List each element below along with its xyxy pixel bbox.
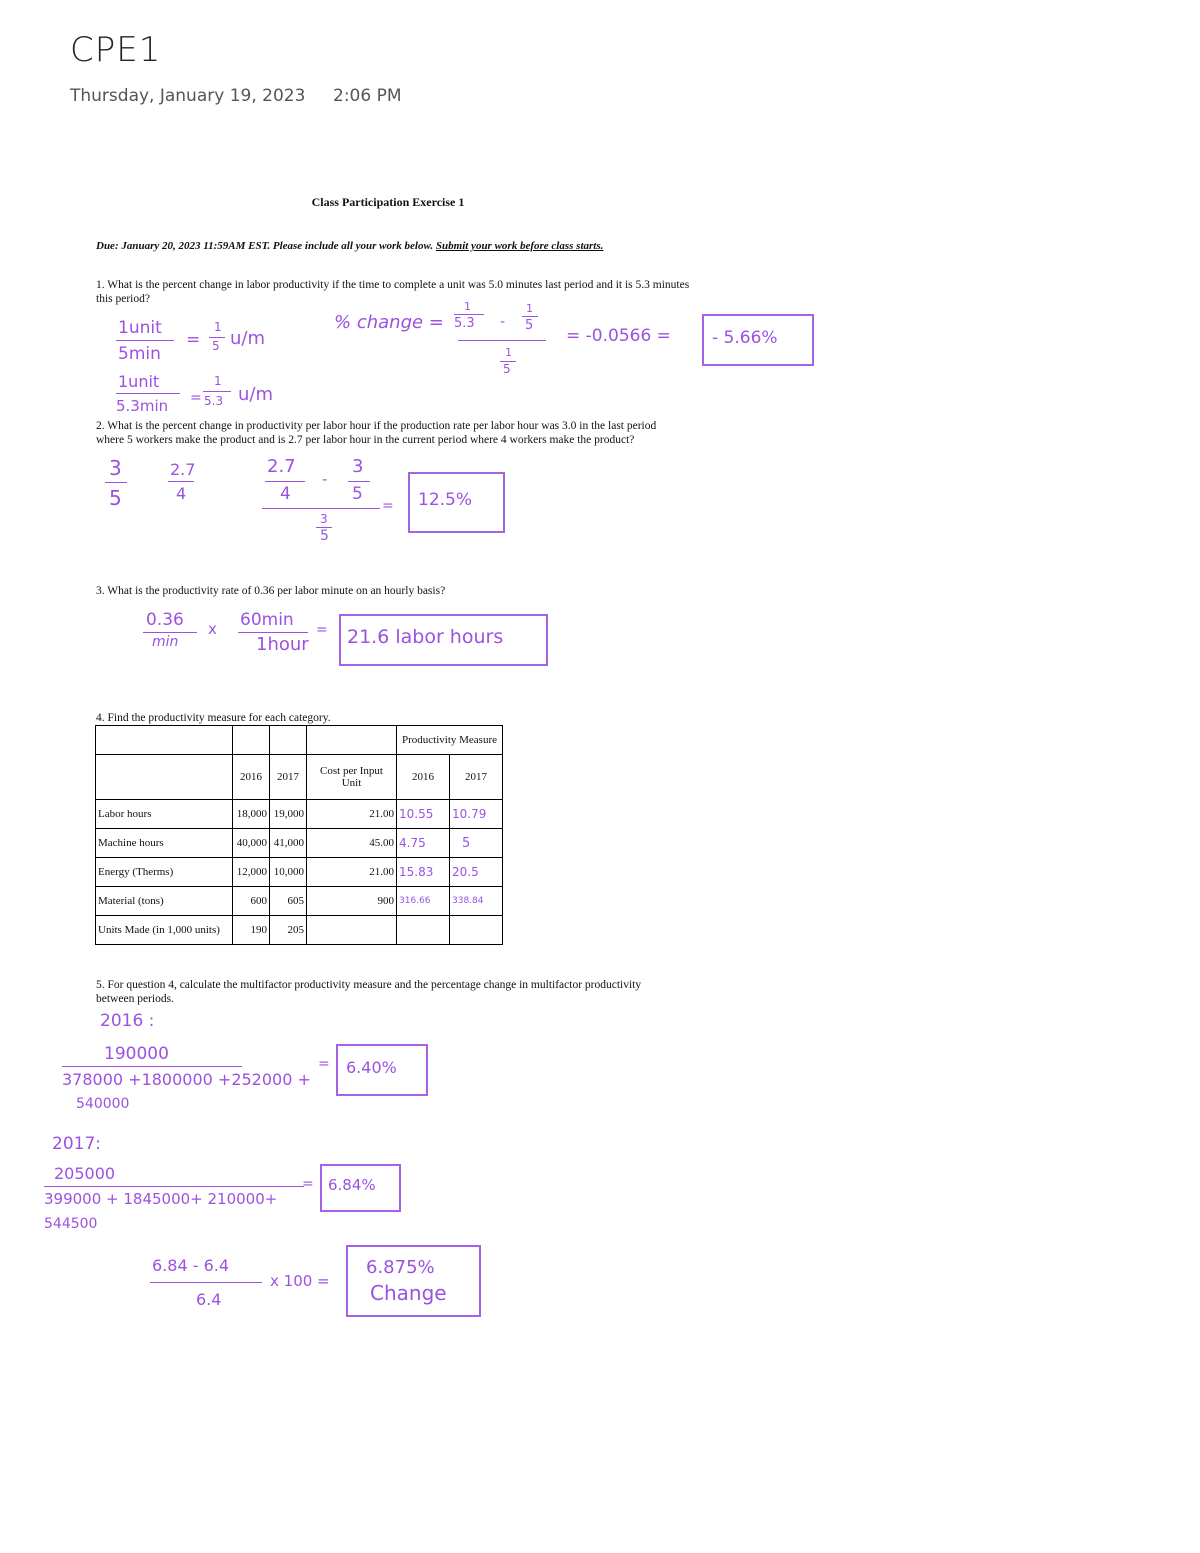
table-cell xyxy=(96,755,233,800)
q5-chg-line xyxy=(150,1282,262,1283)
q1-top-a-num: 1 xyxy=(464,300,471,313)
q2-f1-num: 3 xyxy=(109,456,122,480)
due-submit: Submit your work before class starts. xyxy=(435,240,604,252)
question-1: 1. What is the percent change in labor productivity if the time to complete a unit was 5.0 minutes last period and it is 5.3 minutes this period? xyxy=(96,279,690,305)
q1-b-eq: = xyxy=(190,390,202,406)
col-2016: 2016 xyxy=(233,755,270,800)
pm-col-2017: 2017 xyxy=(450,755,503,800)
q1-a-den: 5min xyxy=(118,344,161,364)
q3-answer: 21.6 labor hours xyxy=(347,626,504,648)
pm-2017: 10.79 xyxy=(450,800,503,829)
page-title: CPE1 xyxy=(70,30,162,70)
value-2017: 205 xyxy=(270,916,307,945)
q5-den-2017: 399000 + 1845000+ 210000+ xyxy=(44,1190,278,1208)
q5-ans-2016: 6.40% xyxy=(346,1058,397,1077)
q2-f4-num: 3 xyxy=(352,456,364,477)
q2-f3-num: 2.7 xyxy=(267,456,296,477)
cost-value xyxy=(307,916,397,945)
q1-pct-label: % change = xyxy=(334,312,444,333)
row-label: Material (tons) xyxy=(96,887,233,916)
q5-den2-2017: 544500 xyxy=(44,1216,98,1232)
q5-line-2017 xyxy=(44,1186,304,1187)
q5-label-2016: 2016 : xyxy=(100,1011,155,1031)
table-row xyxy=(96,916,503,945)
q2-f3-den: 4 xyxy=(280,484,291,504)
cost-value: 45.00 xyxy=(307,829,397,858)
q1-a-line xyxy=(116,340,174,341)
row-label: Units Made (in 1,000 units) xyxy=(96,916,233,945)
pm-2016: 15.83 xyxy=(397,858,450,887)
q5-line-2016 xyxy=(62,1066,242,1067)
table-row xyxy=(96,858,503,887)
q3-b-num: 60min xyxy=(240,610,294,630)
q5-num-2016: 190000 xyxy=(104,1044,169,1064)
q1-b-unit: u/m xyxy=(238,384,274,405)
q1-b-frac-den: 5.3 xyxy=(204,394,224,408)
q1-b-num: 1unit xyxy=(118,372,160,391)
table-cell xyxy=(96,726,233,755)
q1-b-line xyxy=(116,393,180,394)
q2-answer-box xyxy=(408,472,505,533)
q2-f2-den: 4 xyxy=(176,484,187,503)
q3-eq: = xyxy=(316,622,328,638)
row-label: Labor hours xyxy=(96,800,233,829)
pm-2017 xyxy=(450,916,503,945)
q2-answer: 12.5% xyxy=(418,490,473,510)
pm-col-2016: 2016 xyxy=(397,755,450,800)
q1-b-frac-num: 1 xyxy=(214,374,222,388)
pm-2017: 20.5 xyxy=(450,858,503,887)
q1-top-b-line xyxy=(522,316,538,317)
cost-value: 900 xyxy=(307,887,397,916)
q5-answer-2017-box xyxy=(320,1164,401,1212)
q1-a-eq: = xyxy=(186,330,201,350)
value-2016: 600 xyxy=(233,887,270,916)
q2-main-line xyxy=(262,508,380,509)
question-2: 2. What is the percent change in productivity per labor hour if the production rate per labor hour was 3.0 in the last period where 5 workers make the product and is 2.7 per labor hour in the current period where 4 workers make the product? xyxy=(96,420,657,446)
row-label: Energy (Therms) xyxy=(96,858,233,887)
q2-bot-num: 3 xyxy=(320,512,328,526)
q2-f1-line xyxy=(105,482,127,483)
q1-a-frac-den: 5 xyxy=(212,339,220,353)
q5-chg-ans1: 6.875% xyxy=(366,1257,435,1278)
q5-change-box xyxy=(346,1245,481,1317)
pm-2016: 316.66 xyxy=(397,887,450,916)
q3-a-line xyxy=(143,632,197,633)
q3-times: x xyxy=(208,620,217,638)
page-date: Thursday, January 19, 2023 xyxy=(70,86,306,106)
q1-a-unit: u/m xyxy=(230,328,266,349)
q5-den-2016: 378000 +1800000 +252000 + xyxy=(62,1070,311,1089)
q5-ans-2017: 6.84% xyxy=(328,1176,376,1194)
question-4: 4. Find the productivity measure for each category. xyxy=(96,712,331,724)
q2-f4-line xyxy=(348,481,370,482)
table-header-row xyxy=(96,726,503,755)
q3-a-den: min xyxy=(152,634,179,650)
q5-label-2017: 2017: xyxy=(52,1134,101,1154)
q2-f2-line xyxy=(168,481,194,482)
question-5: 5. For question 4, calculate the multifactor productivity measure and the percentage change in multifactor productivity between periods. xyxy=(96,979,642,1005)
row-label: Machine hours xyxy=(96,829,233,858)
value-2016: 18,000 xyxy=(233,800,270,829)
productivity-table xyxy=(95,725,503,945)
q1-top-b-den: 5 xyxy=(525,318,534,333)
q5-eq-2017: = xyxy=(302,1176,314,1192)
q3-b-den: 1hour xyxy=(256,634,309,655)
q1-bot-den: 5 xyxy=(503,362,511,376)
q1-a-frac-line xyxy=(209,337,225,338)
q5-chg-times: x 100 = xyxy=(270,1272,330,1290)
value-2017: 41,000 xyxy=(270,829,307,858)
value-2017: 19,000 xyxy=(270,800,307,829)
q1-bot-num: 1 xyxy=(505,346,512,359)
table-cell xyxy=(307,726,397,755)
q1-main-line xyxy=(458,340,546,341)
table-subheader-row xyxy=(96,755,503,800)
q5-chg-num: 6.84 - 6.4 xyxy=(152,1256,230,1275)
col-cost: Cost per Input Unit xyxy=(307,755,397,800)
table-cell xyxy=(233,726,270,755)
q2-f1-den: 5 xyxy=(109,486,122,510)
q1-top-b-num: 1 xyxy=(526,302,533,315)
page-time: 2:06 PM xyxy=(333,86,402,106)
q2-f2-num: 2.7 xyxy=(170,460,196,479)
value-2017: 10,000 xyxy=(270,858,307,887)
q5-chg-ans2: Change xyxy=(370,1281,447,1305)
pm-2016: 4.75 xyxy=(397,829,450,858)
q1-a-frac-num: 1 xyxy=(214,320,222,334)
q3-a-num: 0.36 xyxy=(146,610,184,630)
table-cell xyxy=(270,726,307,755)
pm-2017: 5 xyxy=(450,829,503,858)
value-2016: 12,000 xyxy=(233,858,270,887)
due-notice xyxy=(96,240,603,252)
pm-2016: 10.55 xyxy=(397,800,450,829)
q3-answer-box xyxy=(339,614,548,666)
q3-b-line xyxy=(238,632,308,633)
q2-minus: - xyxy=(322,470,328,488)
q1-top-a-den: 5.3 xyxy=(454,316,475,331)
value-2016: 40,000 xyxy=(233,829,270,858)
cost-value: 21.00 xyxy=(307,858,397,887)
q1-result: = -0.0566 = xyxy=(566,326,671,346)
pm-2016 xyxy=(397,916,450,945)
q1-b-den: 5.3min xyxy=(116,397,169,415)
table-row xyxy=(96,887,503,916)
q5-eq-2016: = xyxy=(318,1056,330,1072)
q2-f3-line xyxy=(265,481,305,482)
q1-answer: - 5.66% xyxy=(712,328,778,348)
q1-a-num: 1unit xyxy=(118,318,162,338)
q2-bot-den: 5 xyxy=(320,528,329,544)
q5-chg-den: 6.4 xyxy=(196,1290,222,1309)
cost-value: 21.00 xyxy=(307,800,397,829)
productivity-measure-header: Productivity Measure xyxy=(397,726,503,755)
table-row xyxy=(96,829,503,858)
q1-b-frac-line xyxy=(203,391,231,392)
q2-f4-den: 5 xyxy=(352,484,363,504)
q2-eq: = xyxy=(382,498,394,514)
q5-den2-2016: 540000 xyxy=(76,1096,130,1112)
question-3: 3. What is the productivity rate of 0.36 per labor minute on an hourly basis? xyxy=(96,585,446,597)
col-2017: 2017 xyxy=(270,755,307,800)
value-2016: 190 xyxy=(233,916,270,945)
document-heading: Class Participation Exercise 1 xyxy=(311,195,465,209)
q1-answer-box xyxy=(702,314,814,366)
q1-top-a-line xyxy=(454,314,484,315)
pm-2017: 338.84 xyxy=(450,887,503,916)
q1-minus: - xyxy=(500,314,506,330)
table-row xyxy=(96,800,503,829)
value-2017: 605 xyxy=(270,887,307,916)
q5-answer-2016-box xyxy=(336,1044,428,1096)
q5-num-2017: 205000 xyxy=(54,1164,116,1183)
due-text: Due: January 20, 2023 11:59AM EST. Please include all your work below. xyxy=(96,240,434,252)
